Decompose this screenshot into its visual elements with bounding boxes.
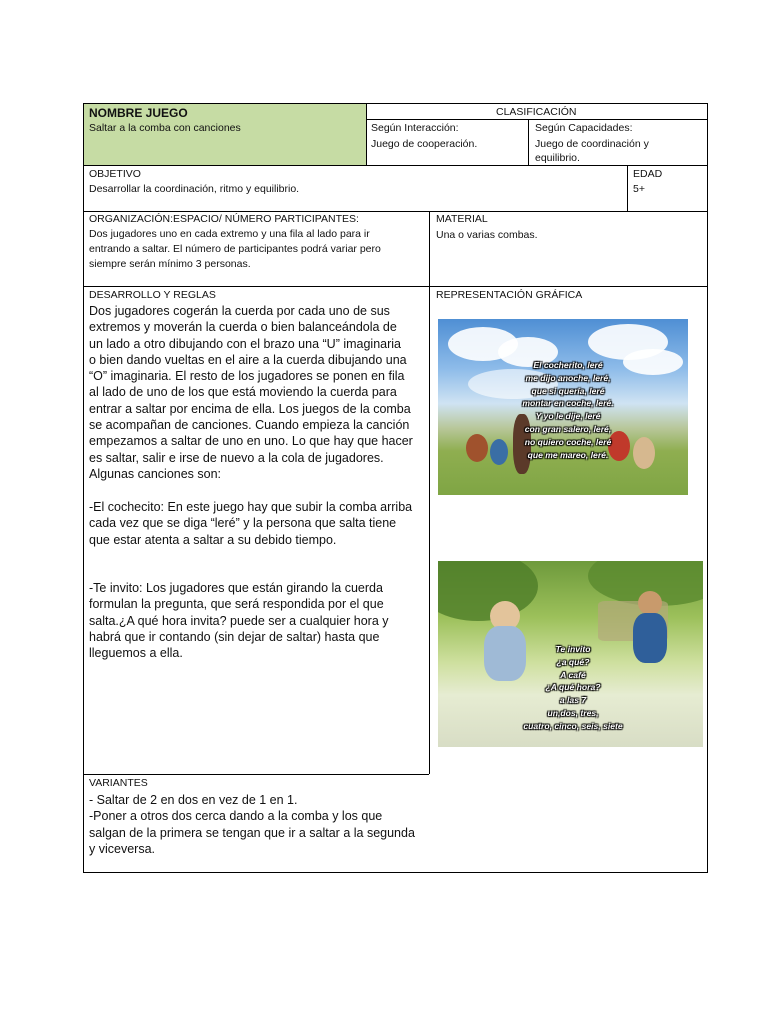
desarrollo-title: DESARROLLO Y REGLAS xyxy=(89,289,216,301)
desarrollo-line: “O” imaginaria. El resto de los jugadores se ponen en fila xyxy=(89,369,405,384)
variantes-line: - Saltar de 2 en dos en vez de 1 en 1. xyxy=(89,793,298,807)
desarrollo-line: al lado de uno de los que está moviendo la cuerda para xyxy=(89,385,397,400)
edad-title: EDAD xyxy=(633,168,663,180)
cocherito-photo xyxy=(438,319,688,495)
variantes-line: -Poner a otros dos cerca dando a la comba y los que xyxy=(89,809,383,824)
cochecito-line: cada vez que se diga “leré” y la persona que salta tiene xyxy=(89,516,397,531)
desarrollo-line: se acompañan de canciones. Cuando empieza la canción xyxy=(89,418,410,433)
rhyme-line: A café xyxy=(560,669,586,680)
divider xyxy=(627,165,628,211)
te-invito-photo xyxy=(438,561,703,747)
variantes-title: VARIANTES xyxy=(89,777,148,789)
rhyme-line: un,dos, tres, xyxy=(547,707,599,718)
nombre-juego-value: Saltar a la comba con canciones xyxy=(89,122,241,134)
rhyme-line: que si quería, leré xyxy=(531,385,605,396)
divider xyxy=(366,104,367,166)
desarrollo-text xyxy=(89,303,427,482)
rhyme-line: que me mareo, leré. xyxy=(527,449,609,460)
desarrollo-line: entrar a saltar por encima de ella. Los juegos de la comba xyxy=(89,401,411,416)
desarrollo-line: empezamos a saltar de uno en uno. Lo que hay que hacer xyxy=(89,434,413,449)
rhyme-line: montar en coche, leré. xyxy=(522,398,614,409)
divider xyxy=(84,286,707,287)
rhyme-line: con gran salero, leré, xyxy=(524,423,612,434)
divider xyxy=(84,211,707,212)
cocherito-rhyme xyxy=(498,359,638,461)
interaccion-title: Según Interacción: xyxy=(371,122,459,134)
rhyme-line: ¿A qué hora? xyxy=(545,682,601,693)
divider xyxy=(84,165,707,166)
organizacion-line: Dos jugadores uno en cada extremo y una fila al lado para ir xyxy=(89,228,370,240)
rhyme-line: cuatro, cinco, seis, siete xyxy=(523,720,623,731)
nombre-juego-title: NOMBRE JUEGO xyxy=(89,106,188,120)
divider xyxy=(429,211,430,774)
rhyme-line: Te invito xyxy=(555,644,591,654)
divider xyxy=(528,119,529,166)
capacidades-value-line: equilibrio. xyxy=(535,152,580,164)
rhyme-line: no quiero coche, leré xyxy=(524,436,612,447)
variantes-text xyxy=(89,792,427,857)
desarrollo-line: Dos jugadores cogerán la cuerda por cada uno de sus xyxy=(89,304,390,318)
invito-line: habrá que ir contando (sin dejar de saltar) hasta que xyxy=(89,629,380,644)
rhyme-line: Y yo le dije, leré xyxy=(535,411,601,422)
divider xyxy=(84,774,429,775)
invito-line: salta.¿A qué hora invita? puede ser a cualquier hora y xyxy=(89,613,389,628)
desarrollo-line: Algunas canciones son: xyxy=(89,466,222,481)
objetivo-title: OBJETIVO xyxy=(89,168,141,180)
rhyme-line: me dijo anoche, leré, xyxy=(525,372,611,383)
rhyme-line: El cocherito, leré xyxy=(533,360,603,370)
rhyme-line: a las 7 xyxy=(559,695,587,706)
organizacion-title: ORGANIZACIÓN:ESPACIO/ NÚMERO PARTICIPANTES: xyxy=(89,213,359,225)
desarrollo-line: extremos y moverán la cuerda o bien balanceándola de xyxy=(89,320,397,335)
rhyme-line: ¿a qué? xyxy=(556,656,590,667)
variantes-line: salgan de la primera se tengan que ir a saltar a la segunda xyxy=(89,825,415,840)
invito-line: -Te invito: Los jugadores que están girando la cuerda xyxy=(89,581,383,595)
capacidades-value-line: Juego de coordinación y xyxy=(535,138,649,150)
edad-value: 5+ xyxy=(633,183,645,195)
material-title: MATERIAL xyxy=(436,213,488,225)
clasificacion-title: CLASIFICACIÓN xyxy=(496,106,577,118)
cochecito-text xyxy=(89,499,427,548)
material-text: Una o varias combas. xyxy=(436,229,538,241)
desarrollo-line: un lado a otro dibujando con el brazo una “U” imaginaria xyxy=(89,336,401,351)
divider xyxy=(366,119,707,120)
organizacion-text xyxy=(89,227,424,272)
objetivo-text: Desarrollar la coordinación, ritmo y equilibrio. xyxy=(89,183,300,195)
desarrollo-line: es saltar, salir e irse de nuevo a la cola de jugadores. xyxy=(89,450,384,465)
interaccion-value: Juego de cooperación. xyxy=(371,138,478,150)
desarrollo-line: o bien dando vueltas en el aire a la cuerda dibujando una xyxy=(89,352,407,367)
te-invito-rhyme xyxy=(493,643,653,733)
organizacion-line: siempre serán mínimo 3 personas. xyxy=(89,258,251,270)
cochecito-line: que estar atenta a saltar a su debido tiempo. xyxy=(89,532,337,547)
invito-text xyxy=(89,580,427,661)
variantes-line: y viceversa. xyxy=(89,841,155,856)
grafica-title: REPRESENTACIÓN GRÁFICA xyxy=(436,289,583,301)
capacidades-title: Según Capacidades: xyxy=(535,122,633,134)
organizacion-line: entrando a saltar. El número de participantes podrá variar pero xyxy=(89,243,381,255)
invito-line: lleguemos a ella. xyxy=(89,646,183,661)
cochecito-line: -El cochecito: En este juego hay que subir la comba arriba xyxy=(89,500,413,514)
invito-line: formulan la pregunta, que será respondida por el que xyxy=(89,597,384,612)
